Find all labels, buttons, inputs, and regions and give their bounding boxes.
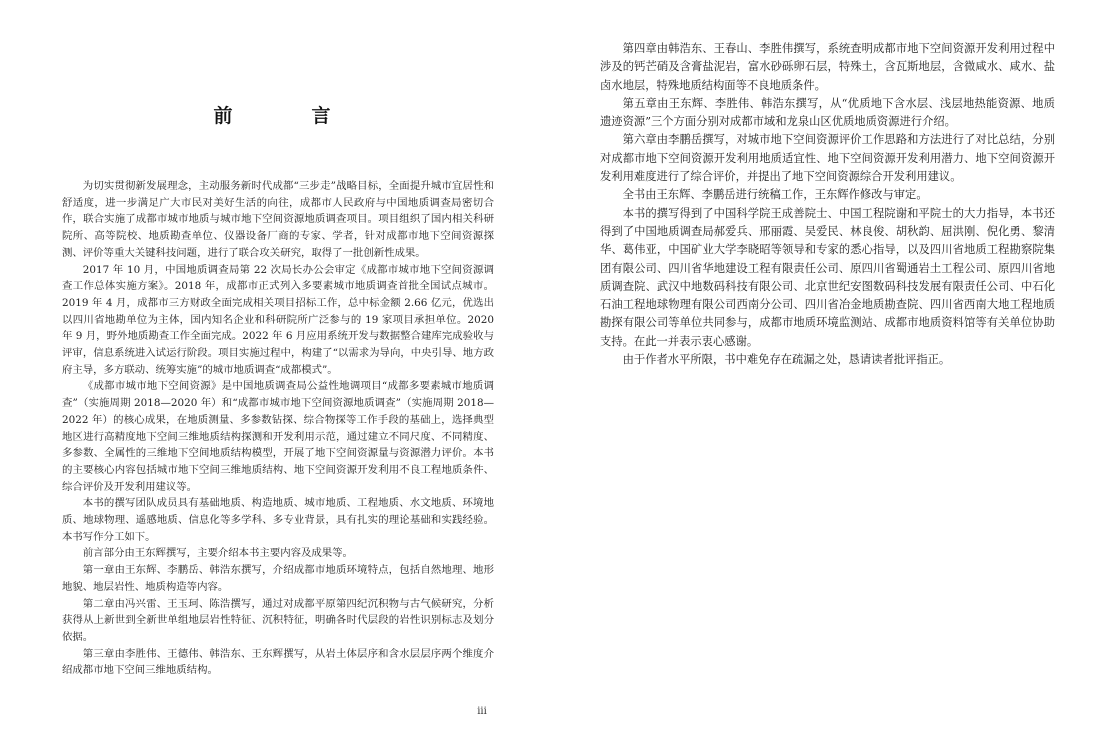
paragraph: 第一章由王东辉、李鹏岳、韩浩东撰写，介绍成都市地质环境特点，包括自然地理、地形地貌、地层岩性、地质构造等内容。: [62, 564, 494, 593]
paragraph: 第二章由冯兴雷、王玉珂、陈浩撰写，通过对成都平原第四纪沉积物与古气候研究，分析获得从上新世到全新世单组地层岩性特征、沉积特征，明确各时代层段的岩性识别标志及划分依据。: [62, 597, 494, 643]
paragraph: 第四章由韩浩东、王春山、李胜伟撰写，系统查明成都市地下空间资源开发利用过程中涉及的钙芒硝及含膏盐泥岩，富水砂砾卵石层，特殊土，含瓦斯地层，含微咸水、咸水、盐卤水地层，特殊地质结构面等不良地质条件。: [600, 42, 1055, 92]
paragraph: 第六章由李鹏岳撰写，对城市地下空间资源评价工作思路和方法进行了对比总结，分别对成都市地下空间资源开发利用地质适宜性、地下空间资源开发利用潜力、地下空间资源开发利用难度进行了综合评价，并提出了地下空间资源综合开发利用建议。: [600, 133, 1055, 184]
right-page: [600, 0, 1058, 733]
paragraph: 由于作者水平所限，书中难免存在疏漏之处，恳请读者批评指正。: [622, 353, 951, 367]
paragraph: 《成都市城市地下空间资源》是中国地质调查局公益性地调项目“成都多要素城市地质调查”（实施周期 2018—2020 年）和“成都市城市地下空间资源地质调查”（实施周期 2018—2022 年）的核心成果，在地质测量、多参数钻探、综合物探等工作手段的基础上，选择典型地区进行高精度地下空间三维地质结构探测和开发利用示范，通过建立不同尺度、不同精度、多参数、全属性的三维地下空间地质结构模型，开展了地下空间资源量与资源潜力评价。本书的主要核心内容包括城市地下空间三维地质结构、地下空间资源开发利用不良工程地质条件、综合评价及开发利用建议等。: [62, 380, 494, 493]
paragraph: 全书由王东辉、李鹏岳进行统稿工作，王东辉作修改与审定。: [622, 188, 928, 202]
paragraph: 本书的撰写团队成员具有基础地质、构造地质、城市地质、工程地质、水文地质、环境地质、地球物理、遥感地质、信息化等多学科、多专业背景，具有扎实的理论基础和实践经验。本书写作分工如下。: [62, 497, 494, 543]
paragraph: 2017 年 10 月，中国地质调查局第 22 次局长办公会审定《成都市城市地下空间资源调查工作总体实施方案》。2018 年，成都市正式列入多要素城市地质调查首批全国试点城市。2019 年 4 月，成都市三方财政全面完成相关项目招标工作，总中标金额 2.66 亿元，优选出以四川省地勘单位为主体，国内知名企业和科研院所广泛参与的 19 家项目承担单位。2020 年 9 月，野外地质勘查工作全面完成。2022 年 6 月应用系统开发与数据整合建库完成验收与评审，信息系统进入试运行阶段。项目实施过程中，构建了“以需求为导向，中央引导、地方政府主导，多方联动、统筹实施”的城市地质调查“成都模式”。: [62, 263, 494, 376]
paragraph: 本书的撰写得到了中国科学院王成善院士、中国工程院谢和平院士的大力指导，本书还得到了中国地质调查局郝爱兵、邢丽霞、吴爱民、林良俊、胡秋韵、屈洪刚、倪化勇、黎清华、葛伟亚，中国矿业大学李晓昭等领导和专家的悉心指导，以及四川省地质工程勘察院集团有限公司、四川省华地建设工程有限责任公司、原四川省蜀通岩土工程公司、原四川省地质调查院、武汉中地数码科技有限公司、北京世纪安图数码科技发展有限责任公司、中石化石油工程地球物理有限公司西南分公司、四川省冶金地质勘查院、四川省西南大地工程地质勘探有限公司等单位共同参与，成都市地质环境监测站、成都市地质资料馆等有关单位协助支持。在此一并表示衷心感谢。: [600, 206, 1055, 348]
page-title: 前 言: [213, 105, 361, 127]
left-body: [62, 178, 494, 679]
right-body: [600, 40, 1055, 369]
page-number: iii: [477, 706, 487, 717]
paragraph: 第五章由王东辉、李胜伟、韩浩东撰写，从“优质地下含水层、浅层地热能资源、地质遗迹资源”三个方面分别对成都市域和龙泉山区优质地质资源进行介绍。: [600, 96, 1055, 129]
paragraph: 第三章由李胜伟、王德伟、韩浩东、王东辉撰写，从岩土体层序和含水层层序两个维度介绍成都市地下空间三维地质结构。: [62, 647, 494, 677]
left-page: [52, 0, 492, 733]
paragraph: 前言部分由王东辉撰写，主要介绍本书主要内容及成果等。: [82, 547, 353, 560]
paragraph: 为切实贯彻新发展理念，主动服务新时代成都“三步走”战略目标，全面提升城市宜居性和舒适度，进一步满足广大市民对美好生活的向往，成都市人民政府与中国地质调查局密切合作，联合实施了成都市城市地质与城市地下空间资源地质调查项目。项目组织了国内相关科研院所、高等院校、地质勘查单位、仪器设备厂商的专家、学者，针对成都市地下空间资源探测、评价等重大关键科技问题，进行了联合攻关研究，取得了一批创新性成果。: [62, 180, 494, 259]
